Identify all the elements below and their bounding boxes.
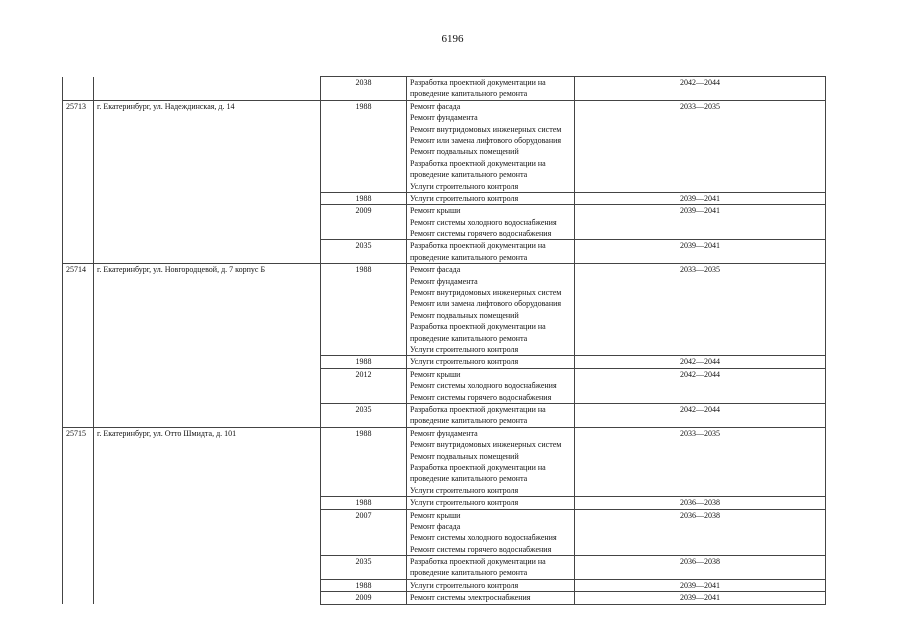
period-cell: 2039—2041 (575, 192, 826, 204)
works-cell (407, 77, 575, 101)
works-cell (407, 427, 575, 496)
work-item: Ремонт фасада (410, 521, 461, 531)
work-item: Ремонт системы горячего водоснабжения (410, 392, 552, 402)
works-cell (407, 368, 575, 403)
work-item: Ремонт подвальных помещений (410, 147, 519, 157)
page-number: 6196 (441, 33, 464, 45)
work-item: Ремонт внутридомовых инженерных систем (410, 124, 562, 134)
build-year-cell: 1988 (321, 427, 407, 496)
build-year-cell: 2038 (321, 77, 407, 101)
work-item: Услуги строительного контроля (410, 345, 519, 354)
house-id-cell: 25715 (63, 427, 94, 604)
work-item: проведение капитального ремонта (410, 474, 528, 484)
works-cell (407, 592, 575, 604)
build-year-cell: 2009 (321, 592, 407, 604)
works-cell (407, 240, 575, 264)
build-year-cell: 2035 (321, 403, 407, 427)
work-item: Услуги строительного контроля (410, 485, 519, 495)
house-id-cell: 25713 (63, 100, 94, 263)
work-item: Разработка проектной документации на (410, 78, 546, 87)
build-year-cell: 1988 (321, 579, 407, 591)
table-row (63, 100, 826, 192)
work-item: Разработка проектной документации на (410, 404, 546, 414)
work-item: Ремонт крыши (410, 206, 461, 216)
address-cell: г. Екатеринбург, ул. Надеждинская, д. 14 (94, 100, 321, 263)
period-cell: 2039—2041 (575, 205, 826, 240)
work-item: Ремонт системы холодного водоснабжения (410, 533, 557, 543)
build-year-cell: 2035 (321, 240, 407, 264)
work-item: Ремонт фундамента (410, 428, 478, 438)
house-id-cell (63, 77, 94, 101)
build-year-cell: 2035 (321, 556, 407, 580)
build-year-cell: 1988 (321, 264, 407, 356)
work-item: Ремонт крыши (410, 369, 461, 379)
period-cell: 2033—2035 (575, 264, 826, 356)
work-item: проведение капитального ремонта (410, 416, 528, 426)
works-cell (407, 509, 575, 556)
work-item: Ремонт системы холодного водоснабжения (410, 381, 557, 391)
work-item: Ремонт крыши (410, 510, 461, 520)
period-cell: 2036—2038 (575, 556, 826, 580)
table-row (63, 264, 826, 356)
work-item: Услуги строительного контроля (410, 580, 519, 590)
work-item: Ремонт внутридомовых инженерных систем (410, 288, 562, 298)
work-item: Услуги строительного контроля (410, 357, 519, 367)
work-item: проведение капитального ремонта (410, 333, 528, 343)
works-cell (407, 100, 575, 192)
address-cell: г. Екатеринбург, ул. Новгородцевой, д. 7 корпус Б (94, 264, 321, 427)
period-cell: 2042—2044 (575, 403, 826, 427)
works-cell (407, 497, 575, 509)
work-item: Ремонт системы электроснабжения (410, 593, 531, 603)
period-cell: 2036—2038 (575, 497, 826, 509)
house-id-cell: 25714 (63, 264, 94, 427)
capital-repair-table (62, 76, 826, 605)
work-item: Ремонт подвальных помещений (410, 451, 519, 461)
build-year-cell: 2012 (321, 368, 407, 403)
period-cell: 2042—2044 (575, 77, 826, 101)
build-year-cell: 1988 (321, 192, 407, 204)
period-cell: 2039—2041 (575, 240, 826, 264)
period-cell: 2039—2041 (575, 592, 826, 604)
table-row (63, 77, 826, 101)
work-item: проведение капитального ремонта (410, 568, 528, 578)
work-item: Ремонт внутридомовых инженерных систем (410, 440, 562, 450)
works-cell (407, 192, 575, 204)
period-cell: 2042—2044 (575, 368, 826, 403)
build-year-cell: 1988 (321, 497, 407, 509)
work-item: Услуги строительного контроля (410, 498, 519, 508)
works-cell (407, 556, 575, 580)
period-cell: 2042—2044 (575, 356, 826, 368)
work-item: Ремонт или замена лифтового оборудования (410, 135, 562, 145)
works-cell (407, 579, 575, 591)
period-cell: 2039—2041 (575, 579, 826, 591)
table-body (63, 77, 826, 605)
work-item: Ремонт подвальных помещений (410, 310, 519, 320)
build-year-cell: 2009 (321, 205, 407, 240)
works-cell (407, 264, 575, 356)
work-item: проведение капитального ремонта (410, 252, 528, 262)
work-item: Ремонт фундамента (410, 276, 478, 286)
period-cell: 2036—2038 (575, 509, 826, 556)
work-item: Разработка проектной документации на (410, 241, 546, 251)
build-year-cell: 1988 (321, 100, 407, 192)
work-item: Услуги строительного контроля (410, 193, 519, 203)
table-row (63, 427, 826, 496)
period-cell: 2033—2035 (575, 100, 826, 192)
work-item: проведение капитального ремонта (410, 170, 528, 180)
work-item: Ремонт системы горячего водоснабжения (410, 544, 552, 554)
work-item: Разработка проектной документации на (410, 557, 546, 567)
work-item: Разработка проектной документации на (410, 322, 546, 332)
work-item: Ремонт фасада (410, 265, 461, 275)
build-year-cell: 1988 (321, 356, 407, 368)
work-item: проведение капитального ремонта (410, 89, 528, 99)
work-item: Ремонт системы холодного водоснабжения (410, 217, 557, 227)
work-item: Разработка проектной документации на (410, 462, 546, 472)
address-cell (94, 77, 321, 101)
work-item: Услуги строительного контроля (410, 181, 519, 191)
works-cell (407, 403, 575, 427)
works-cell (407, 205, 575, 240)
work-item: Разработка проектной документации на (410, 158, 546, 168)
work-item: Ремонт фасада (410, 101, 461, 111)
build-year-cell: 2007 (321, 509, 407, 556)
work-item: Ремонт или замена лифтового оборудования (410, 299, 562, 309)
period-cell: 2033—2035 (575, 427, 826, 496)
work-item: Ремонт фундамента (410, 113, 478, 123)
address-cell: г. Екатеринбург, ул. Отто Шмидта, д. 101 (94, 427, 321, 604)
work-item: Ремонт системы горячего водоснабжения (410, 229, 552, 239)
works-cell (407, 356, 575, 368)
